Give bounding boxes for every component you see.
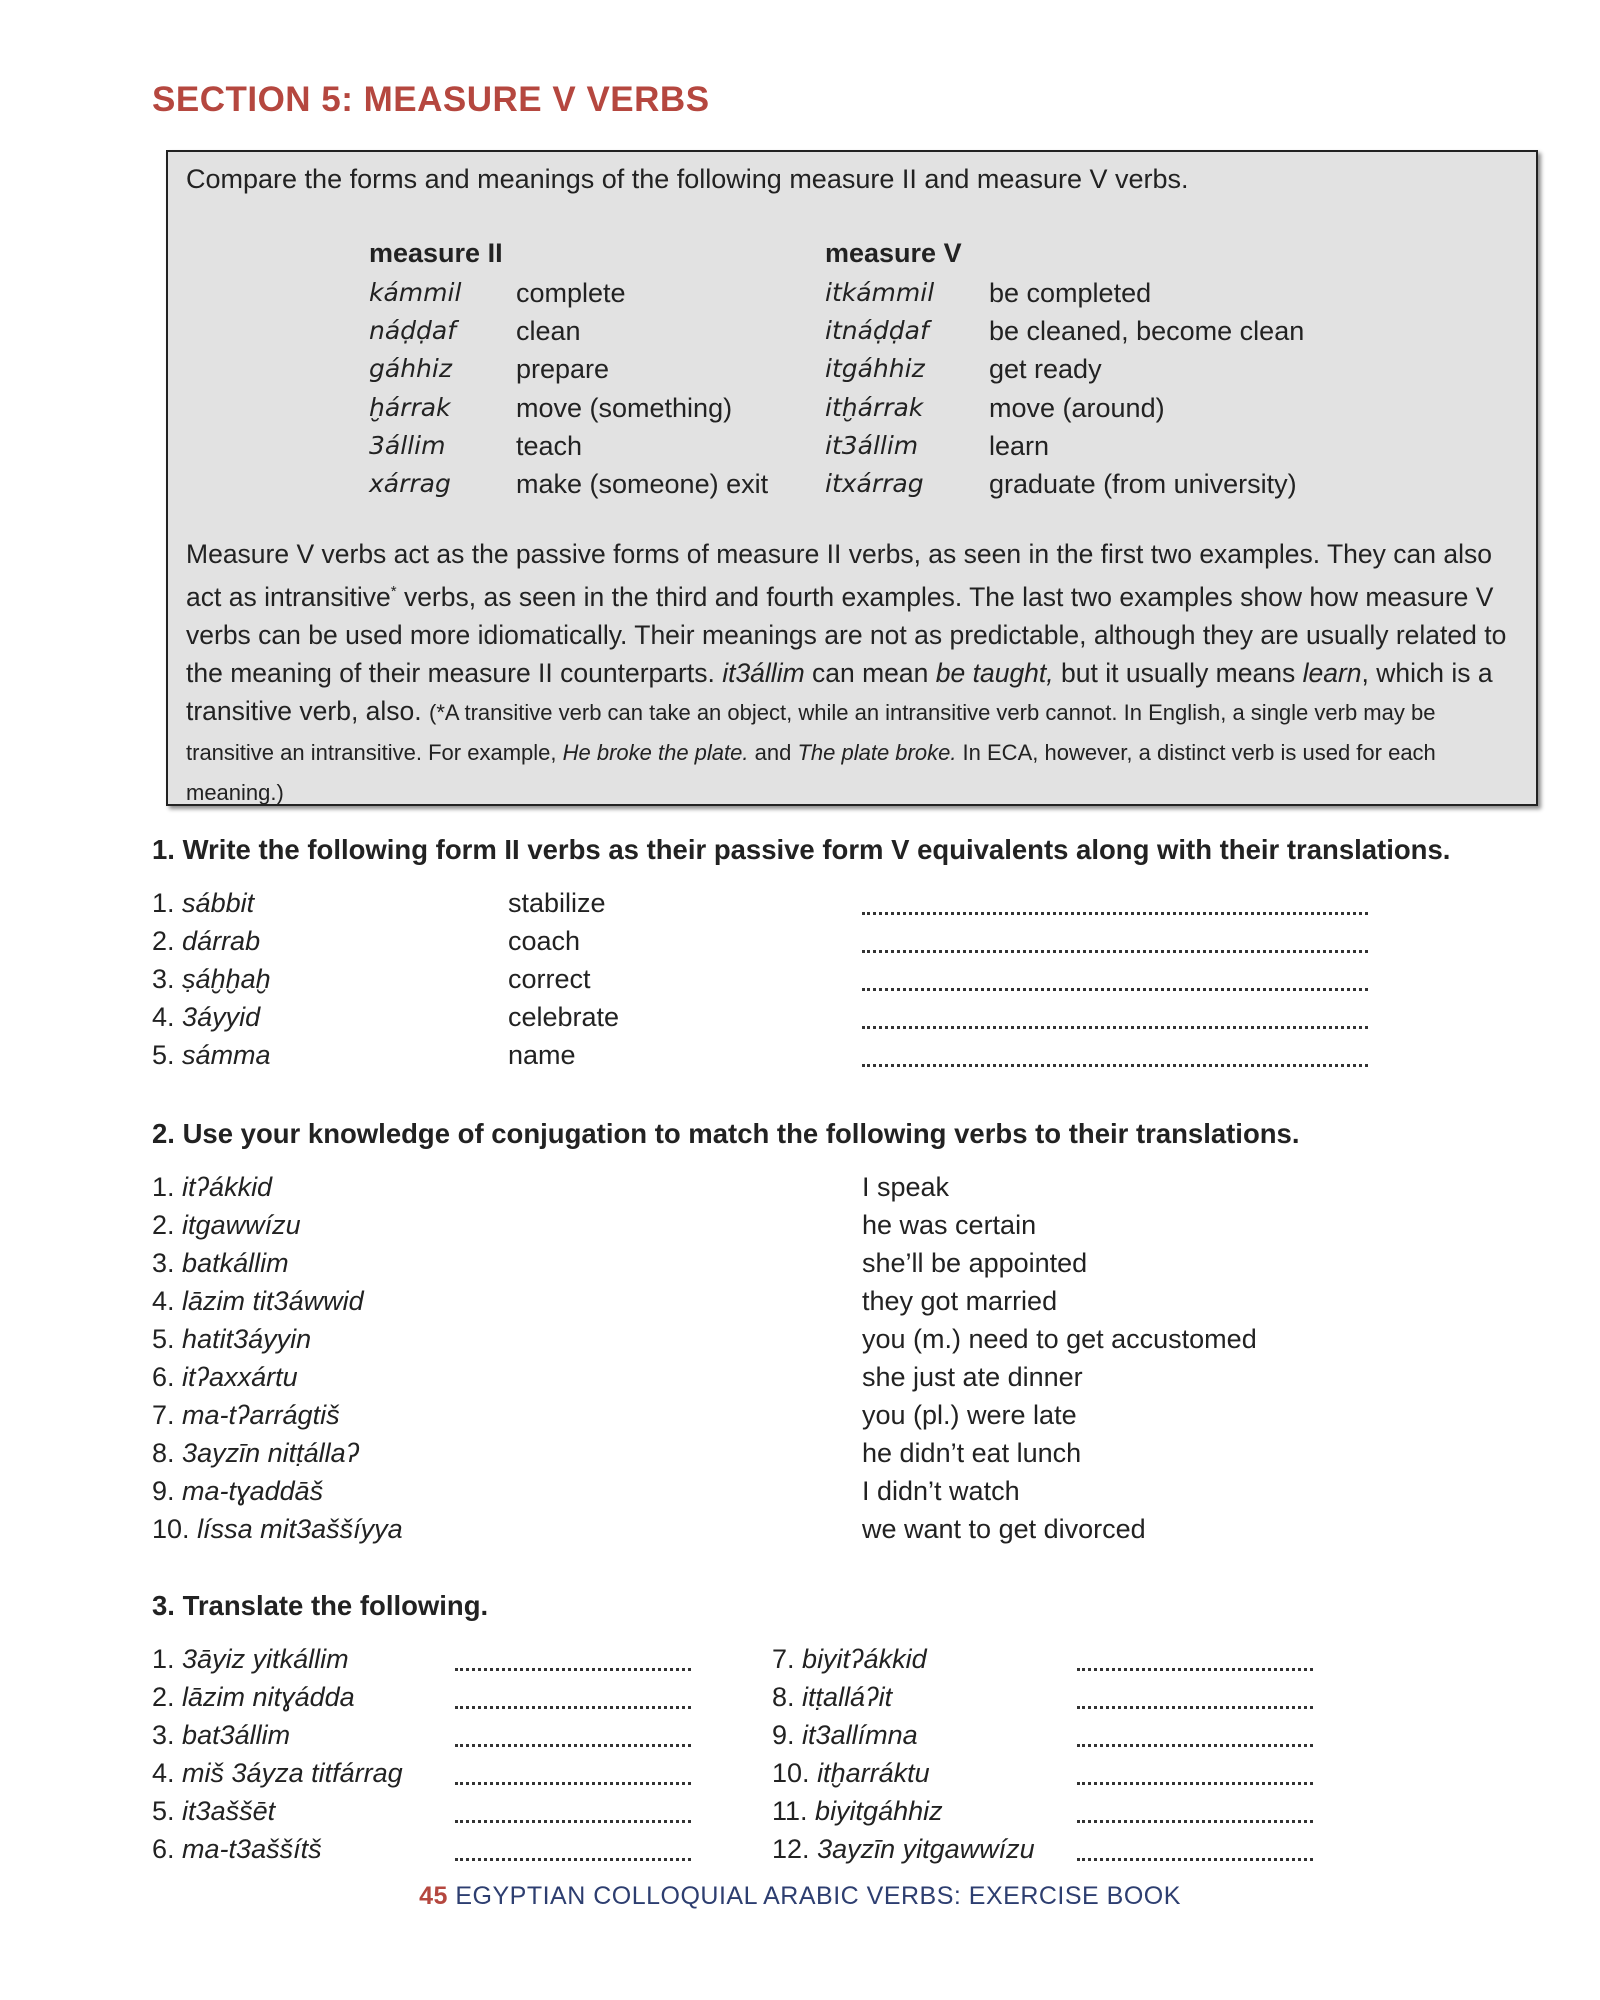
- item-number: 4.: [152, 1286, 175, 1316]
- measure-v-gloss: be completed: [989, 278, 1152, 308]
- item-verb: sámma: [182, 1040, 271, 1070]
- answer-blank[interactable]: [862, 1026, 1368, 1029]
- item-verb: lāzim nitɣádda: [182, 1682, 355, 1712]
- item-verb: ma-tʔarrágtiš: [182, 1400, 340, 1430]
- match-option: you (pl.) were late: [862, 1400, 1077, 1430]
- item-verb: sábbit: [182, 888, 255, 918]
- item-number: 6.: [152, 1834, 175, 1864]
- measure-v-verb: itgáhhiz: [825, 354, 925, 383]
- item-number: 1.: [152, 1172, 175, 1202]
- box-intro: Compare the forms and meanings of the following measure II and measure V verbs.: [186, 164, 1189, 194]
- item-number: 10.: [772, 1758, 810, 1788]
- item-gloss: coach: [508, 926, 581, 956]
- measure-v-header: measure V: [825, 238, 962, 268]
- item-verb: ma-t3aššítš: [182, 1834, 322, 1864]
- section-title: SECTION 5: MEASURE V VERBS: [152, 80, 710, 119]
- measure-v-gloss: learn: [989, 431, 1050, 461]
- para-text: Measure V verbs act as the passive forms of measure II verbs, as seen in the first two examples. They can also act as intransitive: [186, 539, 1492, 612]
- footnote-text: and: [748, 739, 798, 765]
- list-item: [152, 1286, 364, 1317]
- answer-blank[interactable]: [1077, 1820, 1313, 1823]
- measure-v-gloss: move (around): [989, 393, 1165, 423]
- item-gloss: name: [508, 1040, 576, 1070]
- footnote-text: (*A transitive verb can take an object, while an intransitive verb cannot. In English, a single verb may be transitive an intransitive. For example,: [186, 699, 1436, 765]
- item-verb: miš 3áyza titfárrag: [182, 1758, 403, 1788]
- item-verb: itṭalláʔit: [802, 1682, 893, 1712]
- item-verb: dárrab: [182, 926, 261, 956]
- list-item: [152, 1720, 290, 1751]
- item-verb: it3allímna: [802, 1720, 918, 1750]
- explanation-paragraph: [186, 535, 1516, 812]
- item-verb: ma-tɣaddāš: [182, 1476, 324, 1506]
- item-verb: 3ayzīn nitṭállaʔ: [182, 1438, 360, 1468]
- item-number: 12.: [772, 1834, 810, 1864]
- match-option: they got married: [862, 1286, 1058, 1316]
- item-number: 6.: [152, 1362, 175, 1392]
- answer-blank[interactable]: [455, 1782, 691, 1785]
- para-italic: be taught,: [935, 657, 1054, 688]
- measure-v-verb: itxárrag: [825, 469, 924, 498]
- footnote-text: In ECA, however, a distinct verb is used for each meaning.): [186, 739, 1436, 805]
- list-item: [152, 1758, 403, 1789]
- match-option: I speak: [862, 1172, 950, 1202]
- answer-blank[interactable]: [1077, 1668, 1313, 1671]
- measure-ii-gloss: make (someone) exit: [516, 469, 769, 499]
- measure-ii-verb: 3állim: [369, 431, 446, 460]
- answer-blank[interactable]: [862, 950, 1368, 953]
- item-number: 9.: [772, 1720, 795, 1750]
- answer-blank[interactable]: [455, 1744, 691, 1747]
- item-number: 5.: [152, 1796, 175, 1826]
- measure-v-gloss: be cleaned, become clean: [989, 316, 1305, 346]
- q3-heading: 3. Translate the following.: [152, 1590, 489, 1621]
- para-text: , which is a transitive verb, also.: [186, 657, 1493, 726]
- list-item: [152, 964, 271, 995]
- para-italic: learn: [1302, 657, 1362, 688]
- measure-ii-header: measure II: [369, 238, 503, 268]
- answer-blank[interactable]: [455, 1820, 691, 1823]
- item-number: 7.: [772, 1644, 795, 1674]
- item-verb: itgawwízu: [182, 1210, 301, 1240]
- measure-ii-verb: gáhhiz: [369, 354, 452, 383]
- answer-blank[interactable]: [455, 1706, 691, 1709]
- item-verb: biyitʔákkid: [802, 1644, 927, 1674]
- item-gloss: celebrate: [508, 1002, 620, 1032]
- item-verb: ṣáḫḫaḫ: [182, 964, 271, 994]
- item-verb: 3áyyid: [182, 1002, 261, 1032]
- list-item: [152, 1040, 271, 1071]
- match-option: he was certain: [862, 1210, 1037, 1240]
- list-item: [152, 1002, 260, 1033]
- list-item: [772, 1720, 918, 1751]
- measure-ii-gloss: move (something): [516, 393, 733, 423]
- measure-v-gloss: get ready: [989, 354, 1102, 384]
- match-option: she just ate dinner: [862, 1362, 1083, 1392]
- item-number: 3.: [152, 964, 175, 994]
- measure-v-gloss: graduate (from university): [989, 469, 1297, 499]
- measure-v-verb: itkámmil: [825, 278, 935, 307]
- answer-blank[interactable]: [1077, 1744, 1313, 1747]
- list-item: [772, 1758, 930, 1789]
- item-gloss: stabilize: [508, 888, 606, 918]
- list-item: [772, 1644, 927, 1675]
- measure-ii-gloss: clean: [516, 316, 581, 346]
- page-number: 45: [419, 1882, 448, 1910]
- measure-ii-verb: ḫárrak: [369, 393, 451, 422]
- list-item: [152, 1796, 275, 1827]
- item-number: 8.: [772, 1682, 795, 1712]
- list-item: [152, 926, 260, 957]
- measure-ii-verb: xárrag: [369, 469, 451, 498]
- measure-ii-gloss: teach: [516, 431, 583, 461]
- item-number: 2.: [152, 1682, 175, 1712]
- item-number: 3.: [152, 1720, 175, 1750]
- item-number: 2.: [152, 1210, 175, 1240]
- match-option: I didn’t watch: [862, 1476, 1020, 1506]
- match-option: she’ll be appointed: [862, 1248, 1088, 1278]
- measure-v-verb: itḫárrak: [825, 393, 924, 422]
- list-item: [152, 1682, 355, 1713]
- item-number: 5.: [152, 1040, 175, 1070]
- book-title: EGYPTIAN COLLOQUIAL ARABIC VERBS: EXERCISE BOOK: [455, 1882, 1181, 1910]
- item-number: 3.: [152, 1248, 175, 1278]
- list-item: [152, 1400, 340, 1431]
- item-number: 5.: [152, 1324, 175, 1354]
- list-item: [772, 1796, 943, 1827]
- match-option: we want to get divorced: [862, 1514, 1146, 1544]
- footnote-italic: He broke the plate.: [562, 739, 749, 765]
- list-item: [152, 1476, 323, 1507]
- list-item: [152, 1248, 289, 1279]
- item-number: 8.: [152, 1438, 175, 1468]
- measure-ii-verb: kámmil: [369, 278, 462, 307]
- list-item: [152, 888, 254, 919]
- item-verb: itḫarráktu: [817, 1758, 930, 1788]
- answer-blank[interactable]: [455, 1668, 691, 1671]
- para-text: can mean: [804, 657, 936, 688]
- item-verb: lāzim tit3áwwid: [182, 1286, 364, 1316]
- match-option: you (m.) need to get accustomed: [862, 1324, 1257, 1354]
- item-gloss: correct: [508, 964, 591, 994]
- answer-blank[interactable]: [1077, 1858, 1313, 1861]
- list-item: [152, 1324, 311, 1355]
- item-verb: batkállim: [182, 1248, 289, 1278]
- answer-blank[interactable]: [862, 988, 1368, 991]
- item-number: 9.: [152, 1476, 175, 1506]
- item-number: 10.: [152, 1514, 190, 1544]
- answer-blank[interactable]: [1077, 1706, 1313, 1709]
- measure-ii-gloss: prepare: [516, 354, 610, 384]
- list-item: [152, 1210, 301, 1241]
- measure-v-verb: it3állim: [825, 431, 919, 460]
- item-verb: líssa mit3aššíyya: [197, 1514, 403, 1544]
- measure-ii-gloss: complete: [516, 278, 626, 308]
- para-text: verbs, as seen in the third and fourth examples. The last two examples show how measure V verbs can be used more idiomatically. Their meanings are not as predictable, although they are usually related to the meaning of their measure II counterparts.: [186, 581, 1507, 688]
- measure-ii-verb: náḍḍaf: [369, 316, 457, 345]
- answer-blank[interactable]: [455, 1858, 691, 1861]
- q2-heading: 2. Use your knowledge of conjugation to match the following verbs to their translations.: [152, 1118, 1300, 1149]
- item-verb: 3āyiz yitkállim: [182, 1644, 349, 1674]
- answer-blank[interactable]: [862, 1064, 1368, 1067]
- page-footer: [0, 1882, 1600, 1911]
- q1-heading: 1. Write the following form II verbs as their passive form V equivalents along with their translations.: [152, 834, 1451, 865]
- item-number: 7.: [152, 1400, 175, 1430]
- item-verb: hatit3áyyin: [182, 1324, 312, 1354]
- match-option: he didn’t eat lunch: [862, 1438, 1082, 1468]
- item-number: 4.: [152, 1758, 175, 1788]
- para-italic: it3állim: [722, 657, 805, 688]
- answer-blank[interactable]: [862, 912, 1368, 915]
- answer-blank[interactable]: [1077, 1782, 1313, 1785]
- measure-v-verb: itnáḍḍaf: [825, 316, 929, 345]
- item-number: 2.: [152, 926, 175, 956]
- list-item: [152, 1438, 359, 1469]
- footnote-italic: The plate broke.: [797, 739, 957, 765]
- item-verb: it3aššēt: [182, 1796, 276, 1826]
- item-verb: itʔákkid: [182, 1172, 273, 1202]
- item-verb: bat3állim: [182, 1720, 291, 1750]
- item-verb: 3ayzīn yitgawwízu: [817, 1834, 1035, 1864]
- list-item: [152, 1644, 349, 1675]
- list-item: [772, 1834, 1035, 1865]
- item-number: 1.: [152, 888, 175, 918]
- item-number: 11.: [772, 1796, 808, 1826]
- list-item: [152, 1362, 298, 1393]
- para-text: but it usually means: [1053, 657, 1303, 688]
- list-item: [152, 1514, 403, 1545]
- item-verb: biyitgáhhiz: [815, 1796, 943, 1826]
- item-verb: itʔaxxártu: [182, 1362, 298, 1392]
- list-item: [152, 1834, 322, 1865]
- item-number: 4.: [152, 1002, 175, 1032]
- list-item: [772, 1682, 892, 1713]
- list-item: [152, 1172, 272, 1203]
- item-number: 1.: [152, 1644, 175, 1674]
- footnote-star: *: [390, 583, 397, 600]
